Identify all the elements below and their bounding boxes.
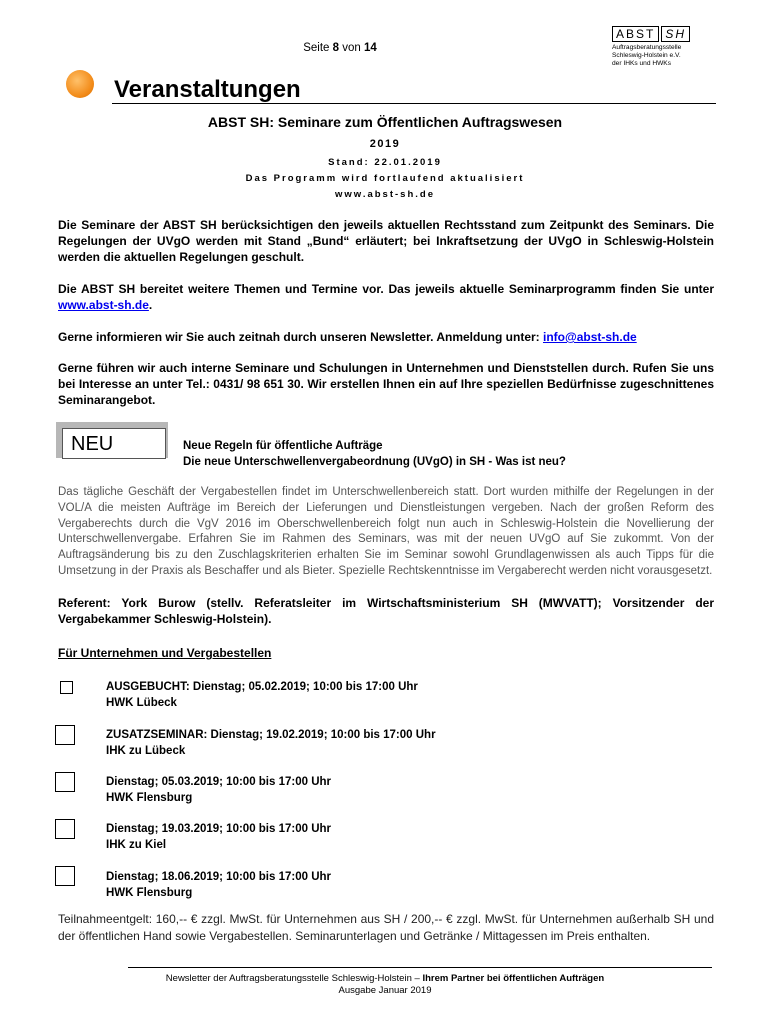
intro-paragraph-4: Gerne führen wir auch interne Seminare und Schulungen in Unternehmen und Dienststellen durch. Rufen Sie uns bei Interesse an unter Tel.: 0431/ 98 651 30. Wir erstellen Ihnen ein auf Ihre speziellen Bedürfnisse zugeschnittenes Seminarangebot. <box>58 361 714 407</box>
event-item: Dienstag; 05.03.2019; 10:00 bis 17:00 Uhr HWK Flensburg <box>106 776 332 804</box>
footer-rule <box>128 967 712 968</box>
event-checkbox[interactable] <box>55 725 75 745</box>
logo-abst: ABST <box>612 26 659 42</box>
title-underline <box>112 103 716 104</box>
page-title: Veranstaltungen <box>114 76 301 103</box>
program-note: Das Programm wird fortlaufend aktualisiert <box>245 173 525 184</box>
event-checkbox[interactable] <box>55 772 75 792</box>
fee-note: Teilnahmeentgelt: 160,-- € zzgl. MwSt. für Unternehmen aus SH / 200,-- € zzgl. MwSt. für Unternehmen außerhalb SH und der öffentlichen Hand sowie Vergabestellen. Seminarunterlagen und Getränke / Mittagessen im Preis enthalten. <box>58 912 714 943</box>
event-checkbox[interactable] <box>60 681 73 694</box>
orange-circle-icon <box>66 70 94 98</box>
audience-heading: Für Unternehmen und Vergabestellen <box>58 646 272 660</box>
event-item: Dienstag; 18.06.2019; 10:00 bis 17:00 Uhr HWK Flensburg <box>106 871 332 899</box>
website-link[interactable]: www.abst-sh.de <box>58 298 149 312</box>
year: 2019 <box>369 138 401 150</box>
event-checkbox[interactable] <box>55 866 75 886</box>
seminar-heading: Neue Regeln für öffentliche Aufträge Die neue Unterschwellenvergabeordnung (UVgO) in SH - Was ist neu? <box>183 440 566 468</box>
footer-line-1: Newsletter der Auftragsberatungsstelle Schleswig-Holstein – Ihrem Partner bei öffentlichen Aufträgen <box>165 973 605 984</box>
neu-badge: NEU <box>62 428 166 459</box>
intro-paragraph-3: Gerne informieren wir Sie auch zeitnah durch unseren Newsletter. Anmeldung unter: info@abst-sh.de <box>58 330 637 344</box>
logo-sh: SH <box>661 26 690 42</box>
footer-line-2: Ausgabe Januar 2019 <box>338 985 432 996</box>
abst-sh-logo: ABST SH Auftragsberatungsstelle Schleswig-Holstein e.V. der IHKs und HWKs <box>612 26 724 68</box>
seminar-description: Das tägliche Geschäft der Vergabestellen findet im Unterschwellenbereich statt. Dort wurden mithilfe der Regelungen in der VOL/A die meisten Aufträge im Bereich der Lieferungen und Dienstleistungen vergeben. Nach der großen Reform des Vergaberechts durch die VgV 2016 im Oberschwellenbereich folgt nun auch in Schleswig-Holstein die Novellierung der Unterschwellenvergabe. Erfahren Sie im Rahmen des Seminars, was mit der neuen UVgO auf Sie zukommt. Von der Auftragsänderung bis zu den Zuschlagskriterien erhalten Sie im Seminar sowohl Grundlagenwissen als auch Tipps für die Umsetzung in der Praxis als Beschaffer und als Bieter. Spezielle Rechtskenntnisse im Vergaberecht werden nicht vorausgesetzt. <box>58 486 714 577</box>
intro-paragraph-2: Die ABST SH bereitet weitere Themen und Termine vor. Das jeweils aktuelle Seminarprogramm finden Sie unter www.abst-sh.de. <box>58 282 714 312</box>
event-checkbox[interactable] <box>55 819 75 839</box>
seminar-referent: Referent: York Burow (stellv. Referatsleiter im Wirtschaftsministerium SH (MWVATT); Vorsitzender der Vergabekammer Schleswig-Holstein). <box>58 596 714 626</box>
website: www.abst-sh.de <box>335 189 435 200</box>
subtitle: ABST SH: Seminare zum Öffentlichen Auftragswesen <box>207 114 563 130</box>
page-number: Seite 8 von 14 <box>303 42 377 54</box>
intro-paragraph-1: Die Seminare der ABST SH berücksichtigen den jeweils aktuellen Rechtsstand zum Zeitpunkt des Seminars. Die Regelungen der UVgO werden mit Stand „Bund“ erläutert; bei Inkraftsetzung der UVgO in Schleswig-Holstein werden die aktuellen Regelungen geschult. <box>58 218 714 264</box>
email-link[interactable]: info@abst-sh.de <box>543 330 637 344</box>
event-item: Dienstag; 19.03.2019; 10:00 bis 17:00 Uhr IHK zu Kiel <box>106 823 332 851</box>
stand-date: Stand: 22.01.2019 <box>328 157 442 168</box>
event-item: AUSGEBUCHT: Dienstag; 05.02.2019; 10:00 bis 17:00 Uhr HWK Lübeck <box>106 681 418 709</box>
event-item: ZUSATZSEMINAR: Dienstag; 19.02.2019; 10:00 bis 17:00 Uhr IHK zu Lübeck <box>106 729 436 757</box>
